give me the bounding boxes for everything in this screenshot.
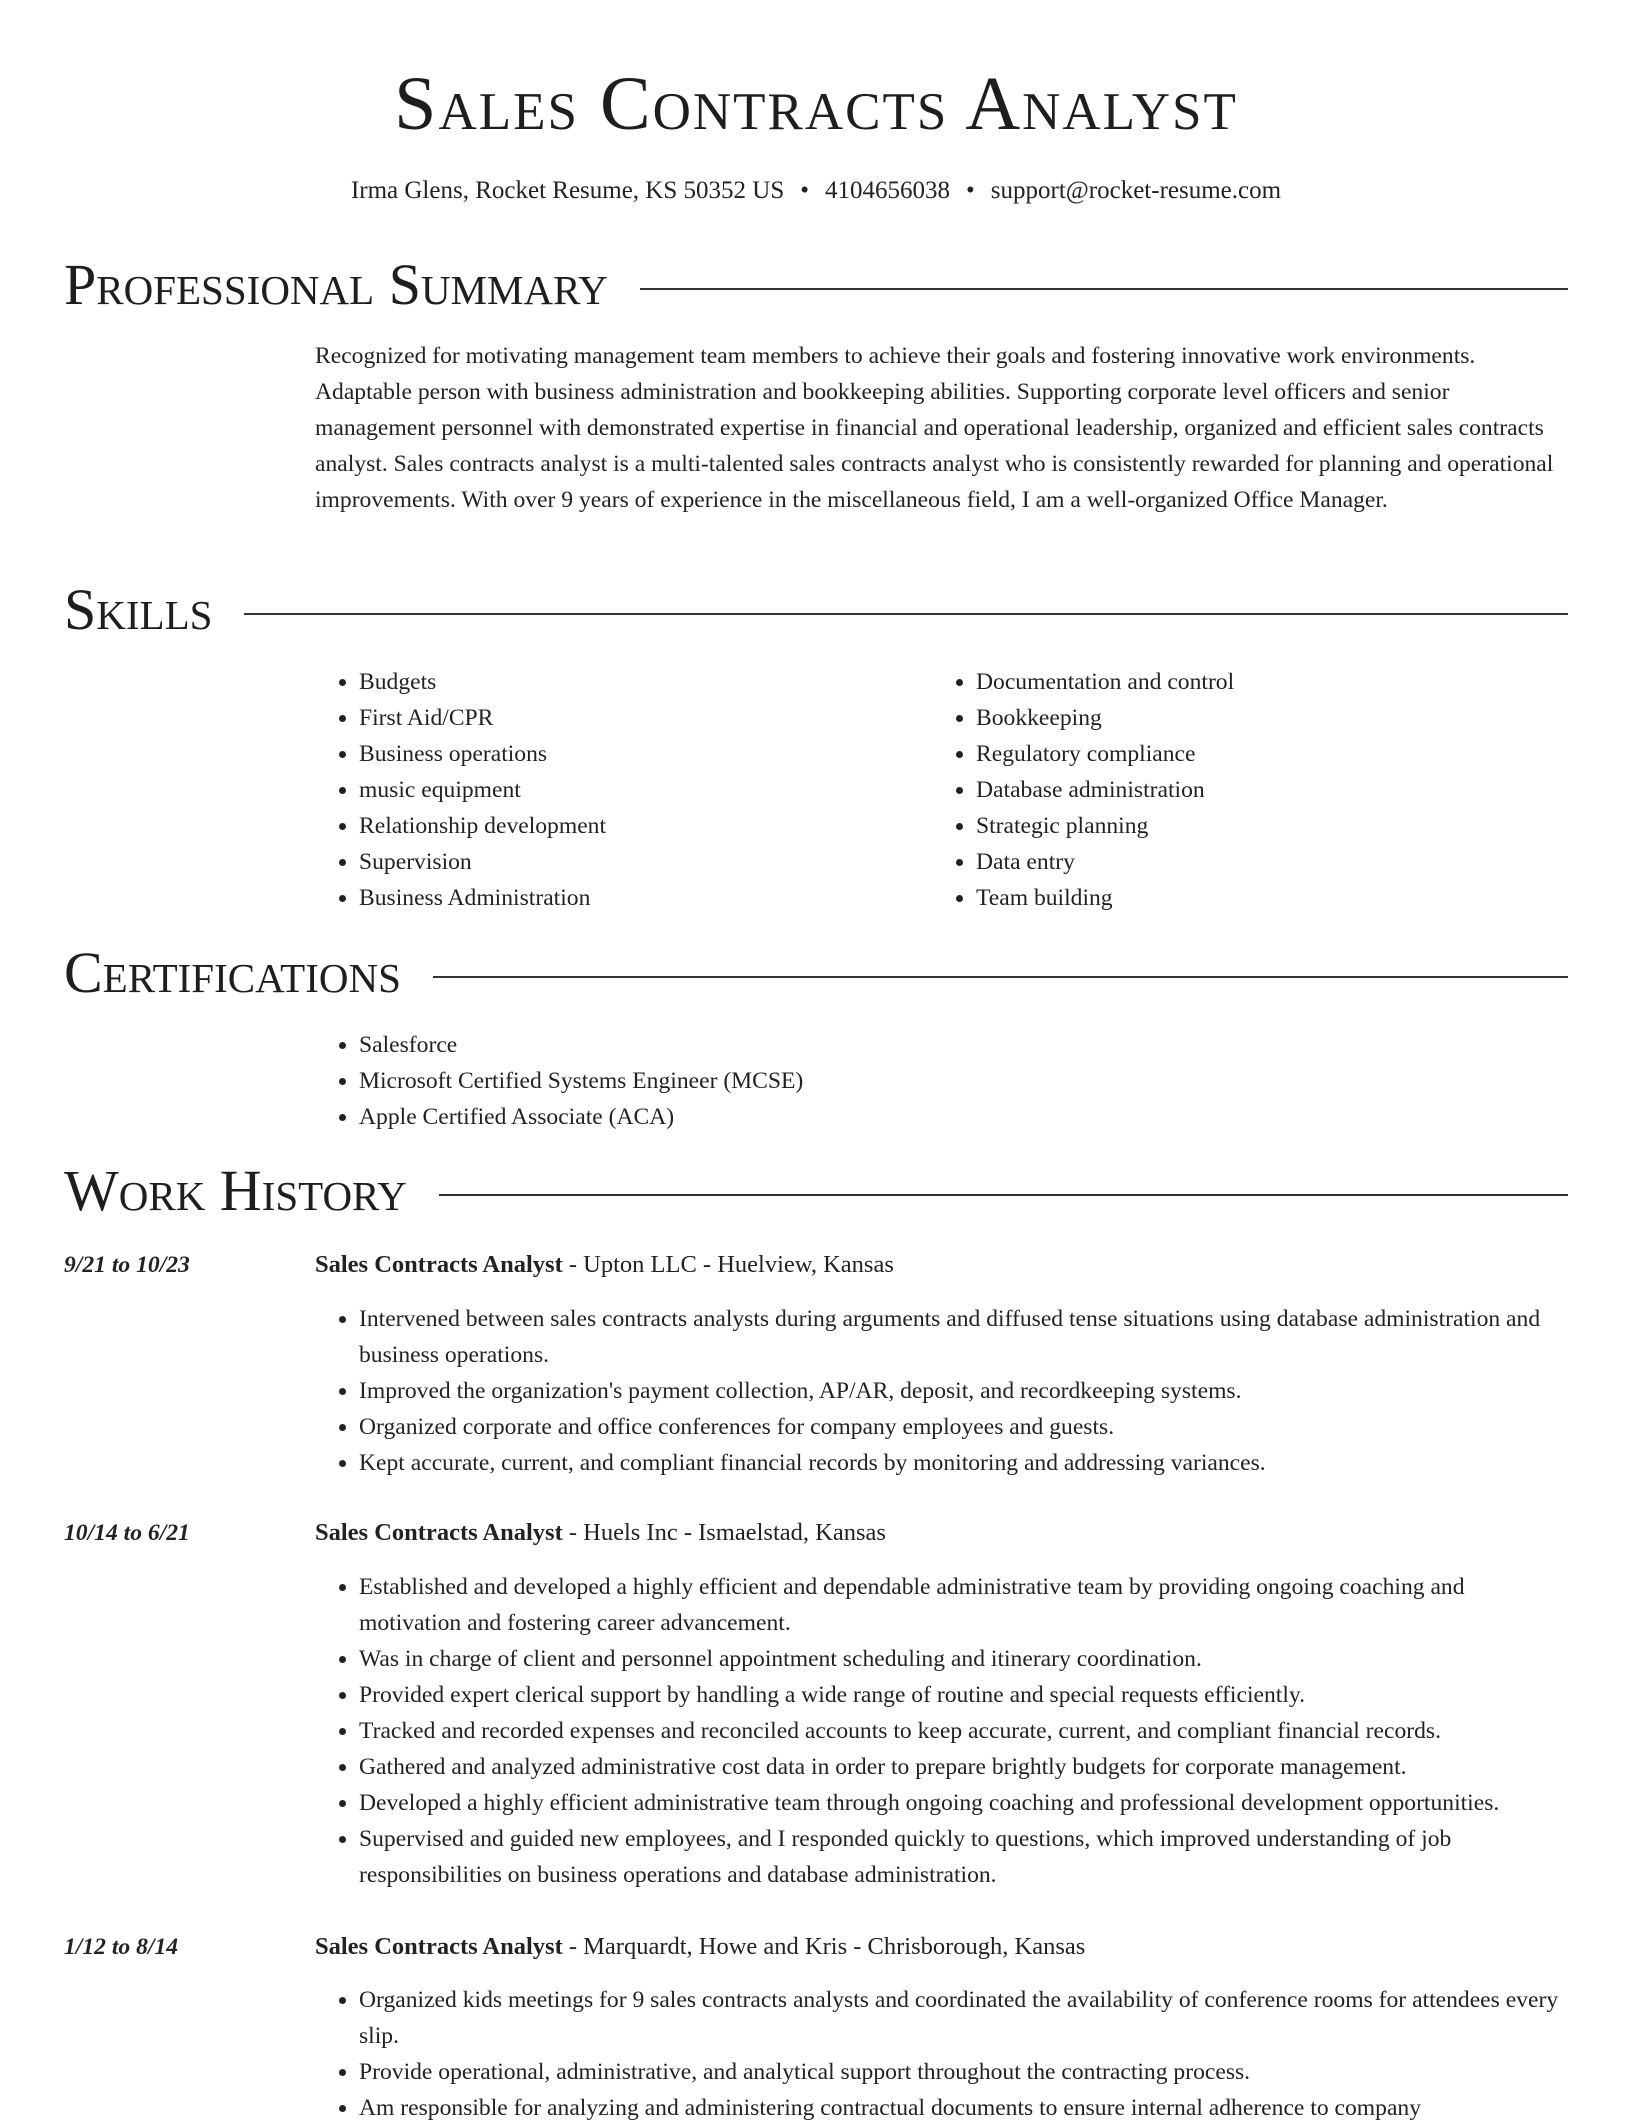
certifications-list [315, 1027, 1565, 1135]
list-item: • Documentation and control [976, 664, 1562, 700]
summary-text: Recognized for motivating management team members to achieve their goals and fostering innovative work environments. Adaptable person with business administration and bookkeeping abilities. Supporting corporate level officers and senior management personnel with demonstrated expertise in financial and operational leadership, organized and efficient sales contracts analyst. Sales contracts analyst is a multi-talented sales contracts analyst who is consistently rewarded for planning and operational improvements. With over 9 years of experience in the miscellaneous field, I am a well-organized Office Manager. [315, 343, 1554, 513]
job-bullet-list [315, 1569, 1568, 1893]
list-item: • music equipment [359, 772, 915, 808]
list-item: • Improved the organization's payment collection, AP/AR, deposit, and recordkeeping systems. [359, 1373, 1568, 1409]
skills-section-header [64, 578, 1568, 642]
contact-separator: • [800, 177, 809, 204]
list-item: • Team building [976, 880, 1562, 916]
list-item: • Provide operational, administrative, and analytical support throughout the contracting process. [359, 2054, 1568, 2090]
list-item: • Data entry [976, 844, 1562, 880]
job-company-location: - Marquardt, Howe and Kris - Chrisborough, Kansas [562, 1933, 1086, 1960]
list-item: • Bookkeeping [976, 700, 1562, 736]
list-item: • Tracked and recorded expenses and reconciled accounts to keep accurate, current, and compliant financial records. [359, 1713, 1568, 1749]
list-item: • Developed a highly efficient administrative team through ongoing coaching and professional development opportunities. [359, 1785, 1568, 1821]
skills-list-left [315, 664, 915, 916]
contact-email: support@rocket-resume.com [990, 177, 1282, 204]
list-item: • Gathered and analyzed administrative cost data in order to prepare brightly budgets for corporate management. [359, 1749, 1568, 1785]
job-company-location: - Huels Inc - Ismaelstad, Kansas [562, 1519, 886, 1546]
summary-section-title: Professional Summary [64, 252, 608, 317]
contact-line [0, 174, 1632, 208]
job-responsibilities [315, 1569, 1568, 1893]
skills-column-right [932, 664, 1562, 916]
job-heading [315, 1929, 1568, 1965]
job-dates: 10/14 to 6/21 [64, 1520, 190, 1546]
list-item: • Relationship development [359, 808, 915, 844]
section-divider [439, 1194, 1568, 1196]
list-item: • Business operations [359, 736, 915, 772]
list-item: • Budgets [359, 664, 915, 700]
list-item: • Supervision [359, 844, 915, 880]
certifications-section-title: Certifications [64, 940, 401, 1005]
list-item: • Microsoft Certified Systems Engineer (MCSE) [359, 1063, 1565, 1099]
job-bullet-list [315, 1301, 1568, 1481]
job-responsibilities [315, 1982, 1568, 2126]
list-item: • Salesforce [359, 1027, 1565, 1063]
list-item: • Business Administration [359, 880, 915, 916]
list-item: • Was in charge of client and personnel appointment scheduling and itinerary coordination. [359, 1641, 1568, 1677]
list-item: • Organized kids meetings for 9 sales contracts analysts and coordinated the availability of conference rooms for attendees every slip. [359, 1982, 1568, 2054]
job-company-location: - Upton LLC - Huelview, Kansas [562, 1251, 894, 1278]
contact-separator: • [966, 177, 975, 204]
job-title: Sales Contracts Analyst [315, 1251, 563, 1278]
certifications-section-header [64, 941, 1568, 1005]
work-history-section-header [64, 1159, 1568, 1223]
skills-list-right [932, 664, 1562, 916]
list-item: • Provided expert clerical support by handling a wide range of routine and special requests efficiently. [359, 1677, 1568, 1713]
skills-column-left [315, 664, 915, 916]
section-divider [640, 288, 1568, 290]
list-item: • Established and developed a highly efficient and dependable administrative team by providing ongoing coaching and motivation and fostering career advancement. [359, 1569, 1568, 1641]
skills-section-title: Skills [64, 577, 213, 642]
job-bullet-list [315, 1982, 1568, 2126]
job-title: Sales Contracts Analyst [315, 1519, 563, 1546]
job-dates: 9/21 to 10/23 [64, 1252, 190, 1278]
list-item: • Intervened between sales contracts analysts during arguments and diffused tense situations using database administration and business operations. [359, 1301, 1568, 1373]
list-item: • Organized corporate and office conferences for company employees and guests. [359, 1409, 1568, 1445]
list-item: • Strategic planning [976, 808, 1562, 844]
list-item: • Regulatory compliance [976, 736, 1562, 772]
contact-phone: 4104656038 [825, 177, 950, 204]
summary-section-header [64, 253, 1568, 317]
work-history-section-title: Work History [64, 1158, 407, 1223]
list-item: • Apple Certified Associate (ACA) [359, 1099, 1565, 1135]
resume-name-heading: Sales Contracts Analyst [394, 62, 1238, 146]
job-responsibilities [315, 1301, 1568, 1481]
contact-address: Irma Glens, Rocket Resume, KS 50352 US [350, 177, 785, 204]
job-dates: 1/12 to 8/14 [64, 1934, 179, 1960]
certifications-block [315, 1027, 1565, 1135]
list-item: • First Aid/CPR [359, 700, 915, 736]
list-item: • Supervised and guided new employees, and I responded quickly to questions, which improved understanding of job responsibilities on business operations and database administration. [359, 1821, 1568, 1893]
list-item: • Kept accurate, current, and compliant financial records by monitoring and addressing variances. [359, 1445, 1568, 1481]
section-divider [244, 613, 1568, 615]
job-heading [315, 1247, 1568, 1283]
list-item: • Database administration [976, 772, 1562, 808]
job-heading [315, 1515, 1568, 1551]
job-title: Sales Contracts Analyst [315, 1933, 563, 1960]
section-divider [433, 976, 1568, 978]
list-item: • Am responsible for analyzing and administering contractual documents to ensure internal adherence to company [359, 2090, 1568, 2126]
